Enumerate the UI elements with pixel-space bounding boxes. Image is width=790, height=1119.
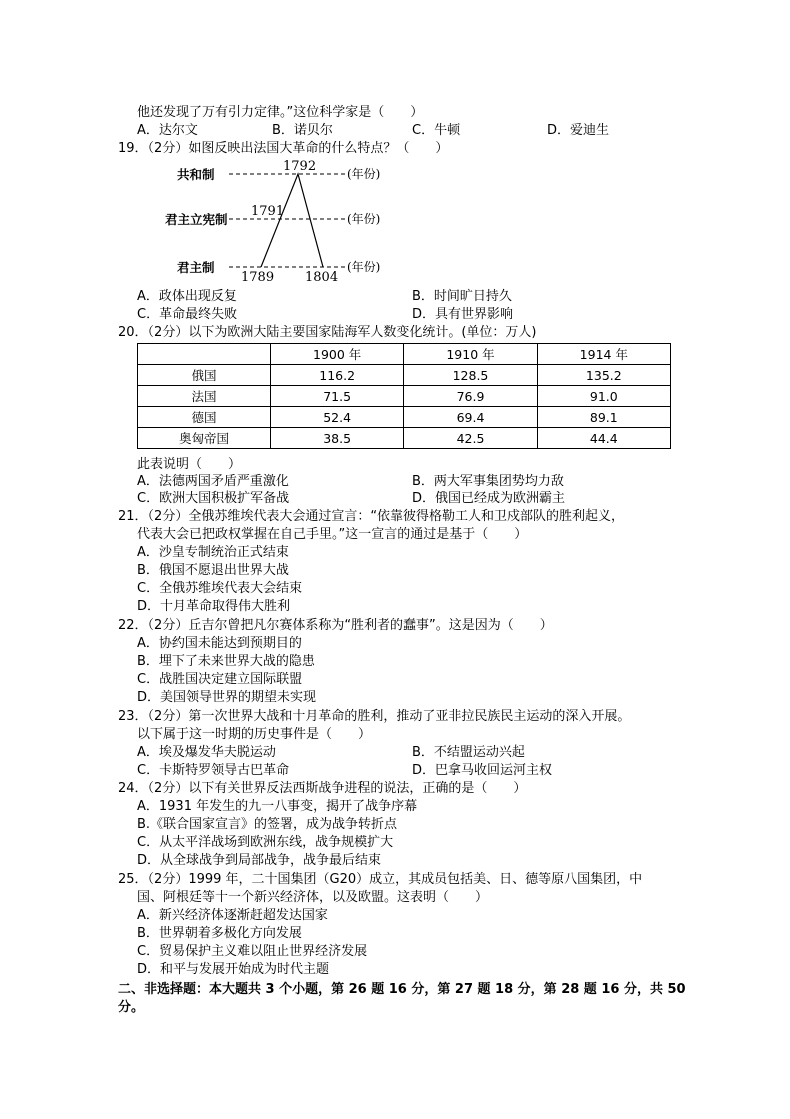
q21-option-c[interactable]: C．全俄苏维埃代表大会结束 [137,581,303,596]
row-label-france: 法国 [138,386,271,407]
table-header-1910: 1910 年 [404,344,537,365]
q18-option-c[interactable]: C．牛顿 [412,123,461,138]
q19-diagram [165,157,405,285]
q22-stem: 22．（2分）丘吉尔曾把凡尔赛体系称为“胜利者的蠢事”。这是因为（ ） [118,618,553,633]
q19-option-a[interactable]: A．政体出现反复 [137,289,237,304]
q19-option-d[interactable]: D．具有世界影响 [412,307,514,322]
label-monarchy: 君主制 [177,260,215,275]
q19-stem: 19．（2分）如图反映出法国大革命的什么特点？（ ） [118,141,449,156]
table-cell: 69.4 [404,407,537,428]
q20-option-a[interactable]: A．法德两国矛盾严重激化 [137,474,289,489]
regime-trajectory-line [261,174,323,267]
table-cell: 71.5 [271,386,404,407]
q23-option-b[interactable]: B．不结盟运动兴起 [412,745,525,760]
q25-option-d[interactable]: D．和平与发展开始成为时代主题 [137,962,330,977]
q24-option-a[interactable]: A．1931 年发生的九一八事变，揭开了战争序幕 [137,799,418,814]
section2-heading-line2: 分。 [118,1000,145,1015]
row-label-russia: 俄国 [138,365,271,386]
q18-option-d[interactable]: D．爱迪生 [547,123,610,138]
year-unit-2: (年份) [347,212,381,226]
table-row [138,365,671,386]
table-cell: 76.9 [404,386,537,407]
year-unit-1: (年份) [347,167,381,181]
table-cell: 89.1 [537,407,670,428]
section2-heading-line1: 二、非选择题：本大题共 3 个小题，第 26 题 16 分，第 27 题 18 分，第 28 题 16 分，共 50 [118,982,686,997]
q20-option-c[interactable]: C．欧洲大国积极扩军备战 [137,491,290,506]
q18-option-b[interactable]: B．诺贝尔 [272,123,333,138]
year-1804: 1804 [305,270,339,285]
q22-option-b[interactable]: B．埋下了未来世界大战的隐患 [137,654,315,669]
q18-stem-tail: 他还发现了万有引力定律。”这位科学家是（ ） [137,105,424,120]
table-cell: 42.5 [404,428,537,449]
q24-option-c[interactable]: C．从太平洋战场到欧洲东线，战争规模扩大 [137,835,394,850]
q20-follow: 此表说明（ ） [137,457,242,472]
table-cell: 116.2 [271,365,404,386]
q25-stem-line2: 国、阿根廷等十一个新兴经济体，以及欧盟。这表明（ ） [137,890,489,905]
q25-option-a[interactable]: A．新兴经济体逐渐赶超发达国家 [137,908,328,923]
table-row [138,386,671,407]
q20-option-b[interactable]: B．两大军事集团势均力敌 [412,474,564,489]
q25-option-b[interactable]: B．世界朝着多极化方向发展 [137,926,302,941]
q21-option-b[interactable]: B．俄国不愿退出世界大战 [137,563,289,578]
table-row [138,428,671,449]
table-cell: 44.4 [537,428,670,449]
table-header-1900: 1900 年 [271,344,404,365]
table-header-1914: 1914 年 [537,344,670,365]
table-cell: 91.0 [537,386,670,407]
q21-stem-line2: 代表大会已把政权掌握在自己手里。”这一宣言的通过是基于（ ） [137,527,528,542]
q20-stem: 20．（2分）以下为欧洲大陆主要国家陆海军人数变化统计。(单位：万人) [118,325,537,340]
q20-stats-table [137,343,671,449]
year-unit-3: (年份) [347,260,381,274]
q24-option-b[interactable]: B.《联合国家宣言》的签署，成为战争转折点 [137,817,398,832]
q23-stem-line2: 以下属于这一时期的历史事件是（ ） [137,727,372,742]
q19-option-c[interactable]: C．革命最终失败 [137,307,238,322]
table-row [138,407,671,428]
row-label-austria-hungary: 奥匈帝国 [138,428,271,449]
table-cell: 38.5 [271,428,404,449]
q23-stem-line1: 23．（2分）第一次世界大战和十月革命的胜利，推动了亚非拉民族民主运动的深入开展。 [118,709,631,724]
q25-option-c[interactable]: C．贸易保护主义难以阻止世界经济发展 [137,944,368,959]
q22-option-d[interactable]: D．美国领导世界的期望未实现 [137,690,317,705]
table-cell: 52.4 [271,407,404,428]
table-corner-cell [138,344,271,365]
q21-option-d[interactable]: D．十月革命取得伟大胜利 [137,599,291,614]
table-cell: 128.5 [404,365,537,386]
label-constitutional: 君主立宪制 [165,212,228,227]
q18-option-a[interactable]: A．达尔文 [137,123,198,138]
q19-option-b[interactable]: B．时间旷日持久 [412,289,512,304]
q24-option-d[interactable]: D．从全球战争到局部战争，战争最后结束 [137,853,382,868]
q23-option-a[interactable]: A．埃及爆发华夫脱运动 [137,745,276,760]
year-1792: 1792 [283,159,317,174]
q25-stem-line1: 25．（2分）1999 年，二十国集团（G20）成立，其成员包括美、日、德等原八国集团，中 [118,872,643,887]
q21-stem-line1: 21．（2分）全俄苏维埃代表大会通过宣言：“依靠彼得格勒工人和卫戍部队的胜利起义， [118,509,625,524]
year-1789: 1789 [241,270,275,285]
q24-stem: 24．（2分）以下有关世界反法西斯战争进程的说法，正确的是（ ） [118,781,527,796]
q22-option-a[interactable]: A．协约国未能达到预期目的 [137,636,302,651]
q23-option-d[interactable]: D．巴拿马收回运河主权 [412,763,553,778]
table-header-row [138,344,671,365]
q22-option-c[interactable]: C．战胜国决定建立国际联盟 [137,672,303,687]
q20-option-d[interactable]: D．俄国已经成为欧洲霸主 [412,491,566,506]
year-1791: 1791 [251,204,285,219]
label-republic: 共和制 [177,167,215,182]
q23-option-c[interactable]: C．卡斯特罗领导古巴革命 [137,763,290,778]
q21-option-a[interactable]: A．沙皇专制统治正式结束 [137,545,289,560]
table-cell: 135.2 [537,365,670,386]
row-label-germany: 德国 [138,407,271,428]
